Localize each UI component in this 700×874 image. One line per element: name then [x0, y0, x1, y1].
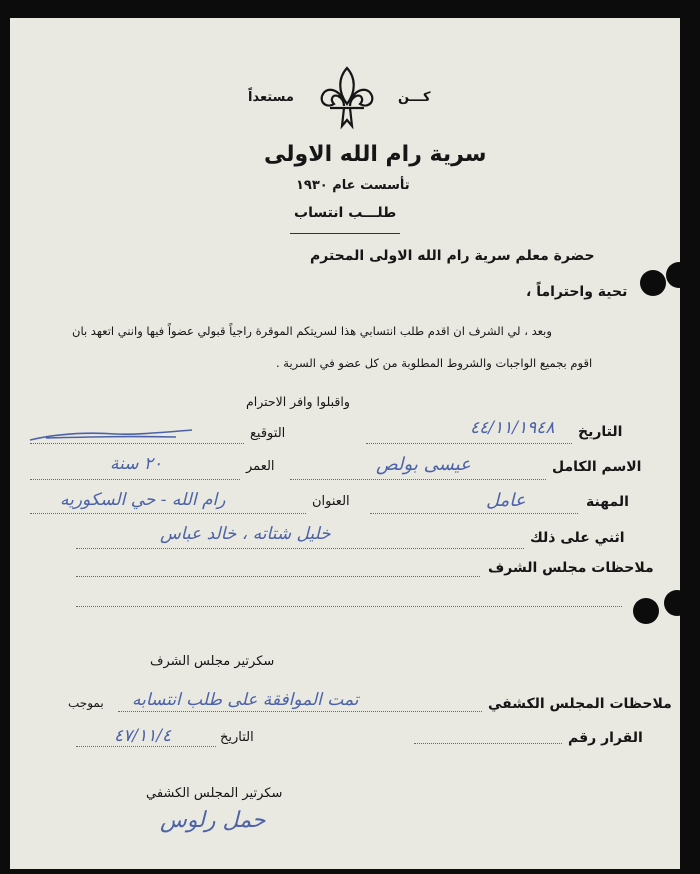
fullname-label: الاسم الكامل [552, 459, 642, 475]
witness-value: خليل شتاته ، خالد عباس [160, 524, 331, 544]
punch-hole-bottom-right [664, 590, 690, 616]
form-title: طلـــب انتساب [294, 205, 397, 221]
age-value: ٢٠ سنة [110, 454, 163, 474]
signature-line [30, 443, 244, 444]
fleur-de-lis-icon [318, 64, 376, 132]
addressee: حضرة معلم سرية رام الله الاولى المحترم [310, 248, 595, 264]
founded-year: تأسست عام ١٩٣٠ [296, 178, 410, 193]
scout-notes-line [118, 711, 482, 712]
address-label: العنوان [312, 494, 350, 509]
honor-council-secretary: سكرتير مجلس الشرف [150, 654, 275, 669]
scout-date-value: ٤٧/١١/٤ [114, 726, 172, 746]
organization-title: سرية رام الله الاولى [264, 142, 487, 167]
profession-value: عامل [486, 490, 526, 511]
date-value: ٤٤/١١/١٩٤٨ [470, 418, 555, 438]
scout-date-line [76, 746, 216, 747]
honor-notes-line-2 [76, 606, 622, 607]
by-virtue-label: بموجب [68, 696, 104, 710]
scout-notes-label: ملاحظات المجلس الكشفي [488, 696, 672, 712]
closing: واقبلوا وافر الاحترام [246, 394, 350, 409]
motto-right: كـــن [398, 90, 431, 105]
body-line-2: اقوم بجميع الواجبات والشروط المطلوبة من كل عضو في السرية . [276, 356, 593, 370]
form-title-underline [290, 233, 400, 234]
decision-number-label: القرار رقم [568, 730, 643, 746]
profession-label: المهنة [586, 494, 629, 510]
witness-line [76, 548, 524, 549]
greeting: تحية واحتراماً ، [526, 284, 628, 300]
date-line [366, 443, 572, 444]
witness-label: اثني على ذلك [530, 530, 625, 546]
fullname-line [290, 479, 546, 480]
scout-date-label: التاريخ [220, 730, 254, 745]
fullname-value: عيسى بولص [376, 454, 471, 475]
punch-hole-bottom [633, 598, 659, 624]
profession-line [370, 513, 578, 514]
age-line [30, 479, 240, 480]
address-value: رام الله - حي السكوريه [60, 490, 226, 510]
date-label: التاريخ [578, 424, 623, 440]
scout-council-secretary: سكرتير المجلس الكشفي [146, 786, 283, 801]
signature-label: التوقيع [250, 426, 286, 441]
scout-notes-value: تمت الموافقة على طلب انتسابه [132, 690, 359, 710]
scout-secretary-signature: حمل رلوس [160, 808, 266, 833]
punch-hole-top-right [666, 262, 692, 288]
age-label: العمر [246, 459, 275, 474]
motto-left: مستعداً [248, 90, 294, 105]
body-line-1: وبعد ، لي الشرف ان اقدم طلب انتسابي هذا لسريتكم الموقرة راجياً قبولي عضواً فيها وانني اتعهد بان [72, 324, 552, 338]
honor-notes-label: ملاحظات مجلس الشرف [488, 560, 654, 576]
decision-number-line [414, 743, 562, 744]
applicant-signature [26, 428, 196, 444]
honor-notes-line-1 [76, 576, 480, 577]
punch-hole-top [640, 270, 666, 296]
address-line [30, 513, 306, 514]
